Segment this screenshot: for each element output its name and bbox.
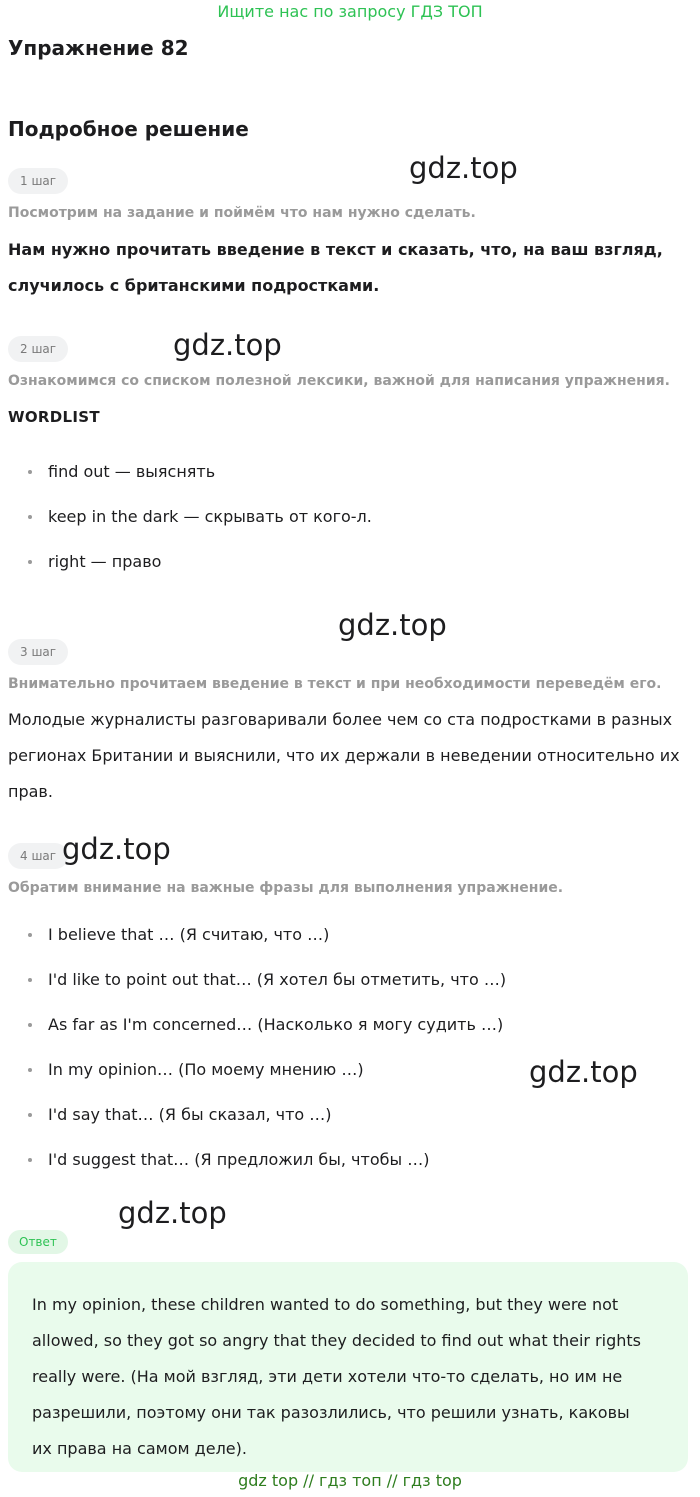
step-2-badge: 2 шаг — [8, 336, 68, 362]
answer-text: In my opinion, these children wanted to do something, but they were not allowed, so they got so angry that they decided to find out what their rights really were. (На мой взгляд, эти дети хотели что-то сделать, но им не разрешили, поэтому они так разозлились, что решили узнать, каковы их права на самом деле). — [32, 1295, 641, 1458]
step-1-hint: Посмотрим на задание и поймём что нам нужно сделать. — [8, 205, 476, 221]
list-item: I'd like to point out that… (Я хотел бы отметить, что …) — [20, 957, 680, 1002]
phrase-list — [20, 912, 680, 1182]
list-item: In my opinion… (По моему мнению …) — [20, 1047, 680, 1092]
watermark: gdz.top — [62, 832, 171, 866]
watermark: gdz.top — [409, 151, 518, 185]
wordlist-title: WORDLIST — [8, 408, 100, 426]
solution-title: Подробное решение — [8, 117, 249, 141]
step-1-text: Нам нужно прочитать введение в текст и сказать, что, на ваш взгляд, случилось с британскими подростками. — [8, 240, 663, 295]
list-item: right — право — [20, 539, 680, 584]
wordlist — [20, 449, 680, 584]
step-3-hint: Внимательно прочитаем введение в текст и при необходимости переведём его. — [8, 676, 662, 692]
list-item: I believe that … (Я считаю, что …) — [20, 912, 680, 957]
exercise-title: Упражнение 82 — [8, 36, 189, 60]
watermark: gdz.top — [118, 1196, 227, 1230]
answer-box — [8, 1262, 688, 1472]
step-4-hint: Обратим внимание на важные фразы для выполнения упражнение. — [8, 880, 564, 896]
step-2-hint: Ознакомимся со списком полезной лексики, важной для написания упражнения. — [8, 373, 670, 389]
step-3-text: Молодые журналисты разговаривали более чем со ста подростками в разных регионах Британии и выяснили, что их держали в неведении относительно их прав. — [8, 710, 680, 801]
step-1-badge: 1 шаг — [8, 168, 68, 194]
watermark: gdz.top — [173, 328, 282, 362]
search-banner: Ищите нас по запросу ГДЗ ТОП — [217, 2, 483, 21]
watermark: gdz.top — [338, 608, 447, 642]
list-item: find out — выяснять — [20, 449, 680, 494]
watermark: gdz.top — [529, 1055, 638, 1089]
list-item: I'd say that… (Я бы сказал, что …) — [20, 1092, 680, 1137]
list-item: As far as I'm concerned… (Насколько я могу судить …) — [20, 1002, 680, 1047]
footer-watermark: gdz top // гдз топ // гдз top — [238, 1471, 462, 1490]
list-item: I'd suggest that… (Я предложил бы, чтобы …) — [20, 1137, 680, 1182]
list-item: keep in the dark — скрывать от кого-л. — [20, 494, 680, 539]
step-4-badge: 4 шаг — [8, 843, 68, 869]
step-3-badge: 3 шаг — [8, 639, 68, 665]
answer-badge: Ответ — [8, 1230, 68, 1254]
